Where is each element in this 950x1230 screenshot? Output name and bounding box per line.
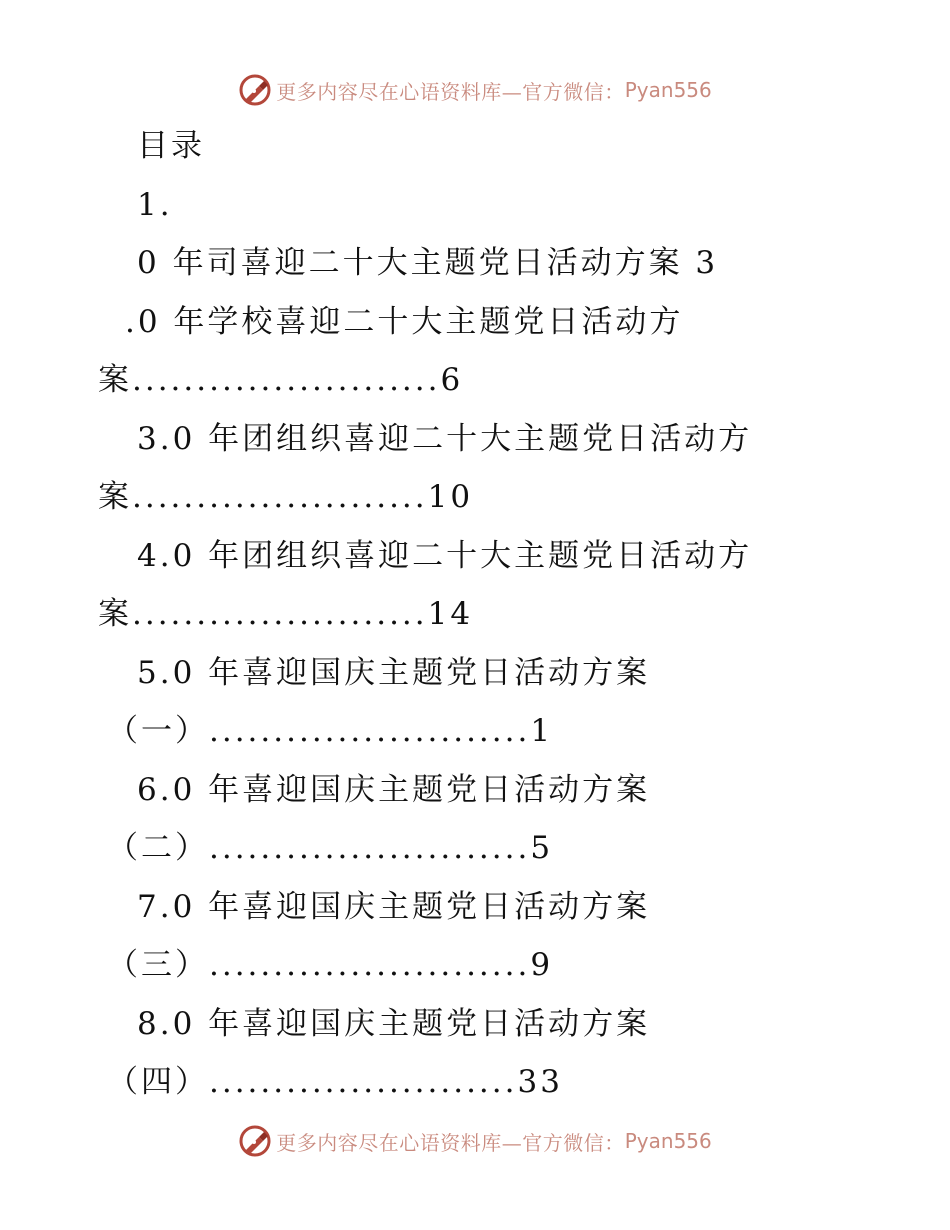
toc-line: 8.0 年喜迎国庆主题党日活动方案: [137, 1006, 651, 1042]
wechat-id: Pyan556: [624, 78, 712, 102]
toc-line: 7.0 年喜迎国庆主题党日活动方案: [137, 889, 651, 925]
toc-line: （三）.........................9: [107, 947, 554, 983]
footer-banner: [0, 1123, 950, 1159]
toc-line: 0 年司喜迎二十大主题党日活动方案 3: [137, 245, 719, 281]
toc-line: .0 年学校喜迎二十大主题党日活动方: [125, 304, 684, 340]
toc-line: 4.0 年团组织喜迎二十大主题党日活动方: [137, 538, 753, 574]
toc-line: 6.0 年喜迎国庆主题党日活动方案: [137, 772, 651, 808]
toc-line: （二）.........................5: [107, 830, 554, 866]
toc-heading: 目录: [137, 128, 205, 164]
toc-line: （一）.........................1: [107, 713, 554, 749]
toc-line: 5.0 年喜迎国庆主题党日活动方案: [137, 655, 651, 691]
banner-text: 更多内容尽在心语资料库—官方微信：: [276, 1130, 625, 1155]
toc-line: 3.0 年团组织喜迎二十大主题党日活动方: [137, 421, 753, 457]
toc-line: （四）........................33: [107, 1064, 563, 1100]
header-banner: [0, 72, 950, 108]
toc-line: 1.: [137, 187, 173, 223]
banner-text: 更多内容尽在心语资料库—官方微信：: [276, 79, 625, 104]
toc-line: 案.......................10: [98, 479, 474, 515]
wechat-id: Pyan556: [624, 1129, 712, 1153]
pen-logo-icon: [238, 1124, 272, 1158]
toc-line: 案........................6: [98, 362, 464, 398]
toc-line: 案.......................14: [98, 596, 474, 632]
pen-logo-icon: [238, 73, 272, 107]
